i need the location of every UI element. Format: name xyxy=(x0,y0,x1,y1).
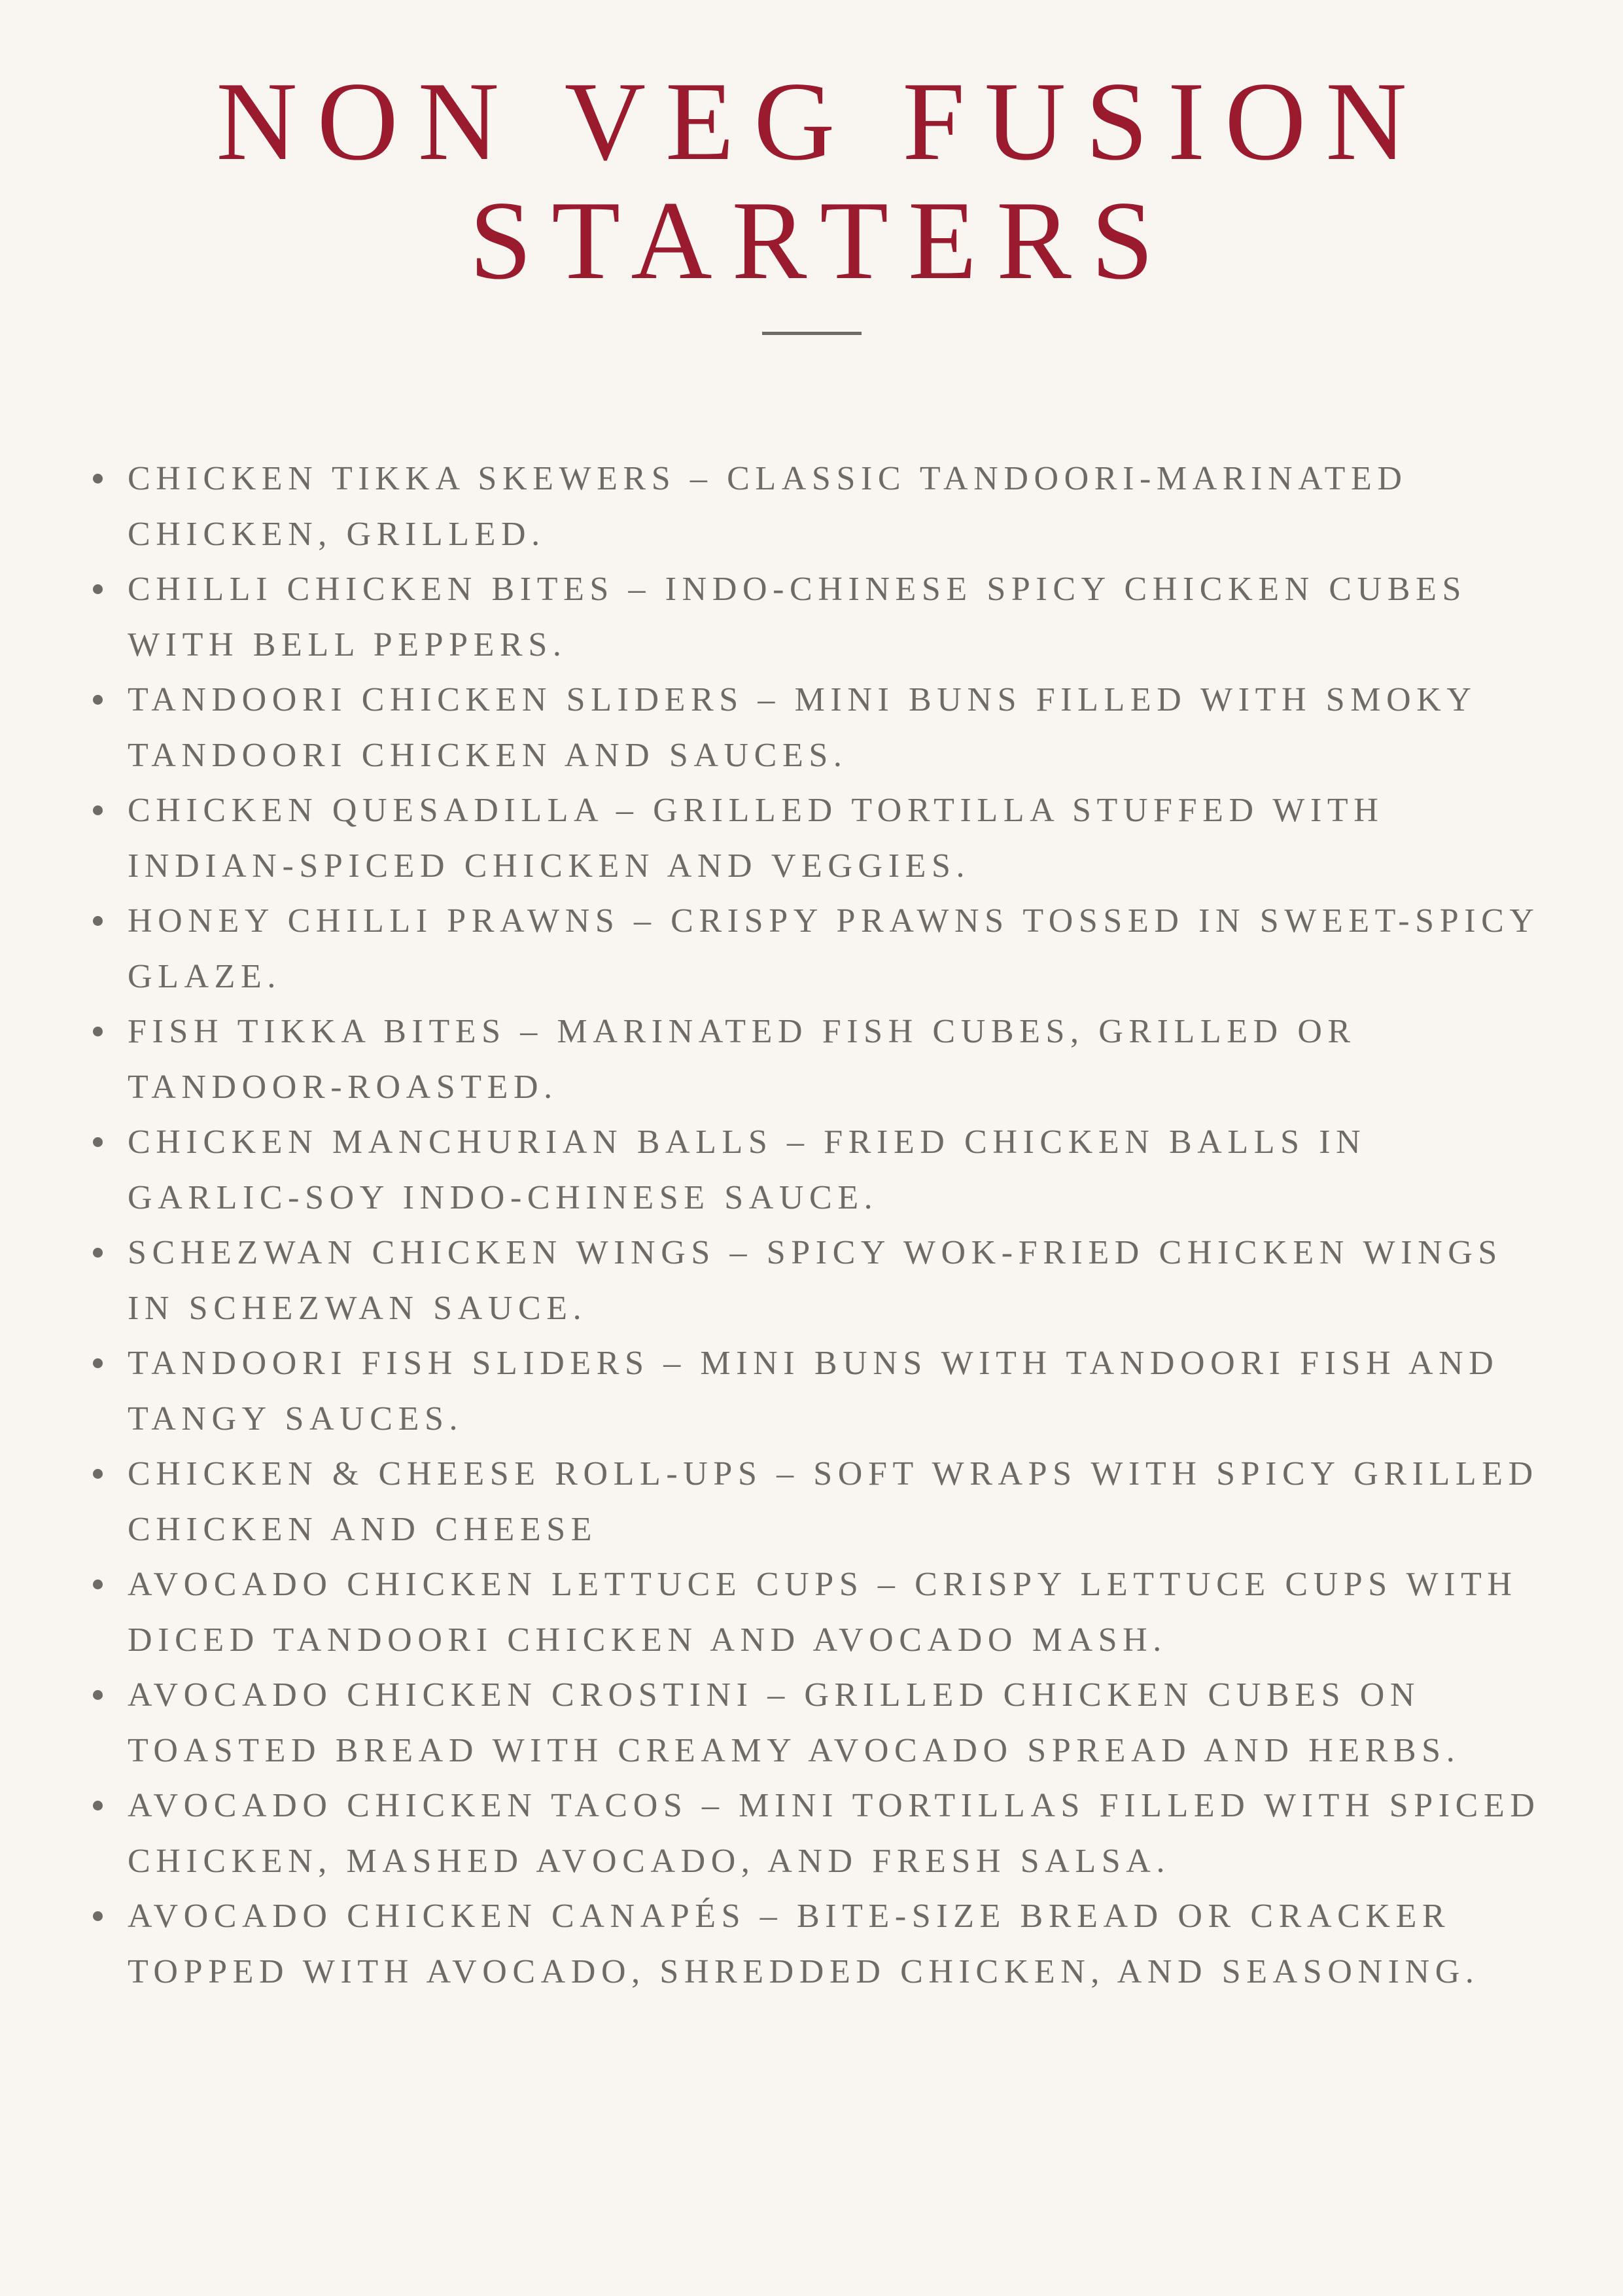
bullet-icon xyxy=(93,1801,103,1810)
bullet-icon xyxy=(93,1580,103,1589)
bullet-icon xyxy=(93,584,103,594)
menu-item xyxy=(128,1226,1554,1336)
bullet-icon xyxy=(93,1358,103,1368)
bullet-icon xyxy=(93,474,103,484)
menu-item xyxy=(128,562,1554,673)
bullet-icon xyxy=(93,805,103,815)
menu-item-text: AVOCADO CHICKEN CROSTINI – GRILLED CHICKEN CUBES ON TOASTED BREAD WITH CREAMY AVOCADO SPREAD AND HERBS. xyxy=(128,1676,1461,1769)
bullet-icon xyxy=(93,1248,103,1258)
menu-item xyxy=(128,451,1554,562)
menu-item-text: TANDOORI CHICKEN SLIDERS – MINI BUNS FILLED WITH SMOKY TANDOORI CHICKEN AND SAUCES. xyxy=(128,681,1476,774)
menu-item-text: AVOCADO CHICKEN LETTUCE CUPS – CRISPY LETTUCE CUPS WITH DICED TANDOORI CHICKEN AND AVOCADO MASH. xyxy=(128,1566,1518,1659)
menu-item xyxy=(128,673,1554,783)
menu-item xyxy=(128,1889,1554,2000)
title-line-1: NON VEG FUSION xyxy=(216,60,1427,184)
title-divider xyxy=(762,332,862,335)
bullet-icon xyxy=(93,695,103,705)
menu-item xyxy=(128,894,1554,1004)
menu-item xyxy=(128,1557,1554,1668)
title-line-2: STARTERS xyxy=(469,179,1174,303)
menu-item-text: TANDOORI FISH SLIDERS – MINI BUNS WITH TANDOORI FISH AND TANGY SAUCES. xyxy=(128,1345,1499,1438)
menu-item-text: CHICKEN TIKKA SKEWERS – CLASSIC TANDOORI-MARINATED CHICKEN, GRILLED. xyxy=(128,460,1408,553)
menu-item-text: AVOCADO CHICKEN TACOS – MINI TORTILLAS FILLED WITH SPICED CHICKEN, MASHED AVOCADO, AND FRESH SALSA. xyxy=(128,1787,1541,1880)
menu-item xyxy=(128,1004,1554,1115)
menu-item xyxy=(128,1778,1554,1889)
menu-item-text: CHICKEN & CHEESE ROLL-UPS – SOFT WRAPS WITH SPICY GRILLED CHICKEN AND CHEESE xyxy=(128,1455,1539,1548)
menu-item-text: HONEY CHILLI PRAWNS – CRISPY PRAWNS TOSSED IN SWEET-SPICY GLAZE. xyxy=(128,902,1539,995)
menu-item-text: AVOCADO CHICKEN CANAPÉS – BITE-SIZE BREAD OR CRACKER TOPPED WITH AVOCADO, SHREDDED CHICKEN, AND SEASONING. xyxy=(128,1898,1480,1990)
menu-item xyxy=(128,1336,1554,1447)
bullet-icon xyxy=(93,1027,103,1036)
menu-item-text: SCHEZWAN CHICKEN WINGS – SPICY WOK-FRIED CHICKEN WINGS IN SCHEZWAN SAUCE. xyxy=(128,1234,1503,1327)
menu-item xyxy=(128,1447,1554,1557)
bullet-icon xyxy=(93,916,103,926)
bullet-icon xyxy=(93,1469,103,1479)
bullet-icon xyxy=(93,1911,103,1921)
menu-item-list xyxy=(128,451,1554,2000)
menu-item xyxy=(128,1668,1554,1778)
menu-item xyxy=(128,783,1554,894)
page-title xyxy=(0,60,1623,303)
menu-item-text: FISH TIKKA BITES – MARINATED FISH CUBES, GRILLED OR TANDOOR-ROASTED. xyxy=(128,1013,1356,1106)
bullet-icon xyxy=(93,1137,103,1147)
menu-item-text: CHICKEN QUESADILLA – GRILLED TORTILLA STUFFED WITH INDIAN-SPICED CHICKEN AND VEGGIES. xyxy=(128,792,1384,885)
menu-item xyxy=(128,1115,1554,1226)
bullet-icon xyxy=(93,1690,103,1700)
menu-item-text: CHILLI CHICKEN BITES – INDO-CHINESE SPICY CHICKEN CUBES WITH BELL PEPPERS. xyxy=(128,571,1467,663)
menu-item-text: CHICKEN MANCHURIAN BALLS – FRIED CHICKEN BALLS IN GARLIC-SOY INDO-CHINESE SAUCE. xyxy=(128,1123,1367,1216)
